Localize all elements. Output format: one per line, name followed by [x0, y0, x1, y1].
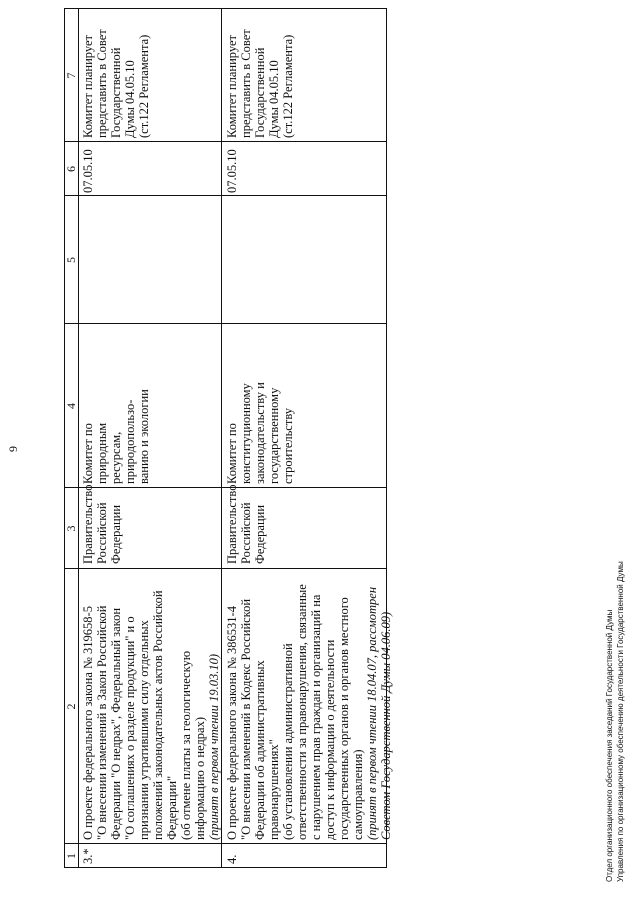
header-bottom-border [78, 8, 79, 868]
date: 07.05.10 [225, 149, 239, 193]
footer-line-1: Отдел организационного обеспечения заседаний Государственной Думы [605, 609, 614, 882]
column-divider [64, 843, 386, 844]
reading-note: (принят в первом чтении 19.03.10) [207, 653, 221, 840]
column-divider [64, 867, 386, 868]
column-divider [64, 141, 386, 142]
reading-note: (принят в первом чтении 18.04.07, рассмотрен [365, 586, 379, 840]
row-number: 4. [225, 854, 239, 864]
row-divider [221, 8, 222, 868]
bill-title: О проекте федерального закона № 319658-5 "О внесении изменений в Закон Российской Федерации "О недрах", Федеральный закон "О соглашениях о разделе продукции" и о признании утратившими силу отдельных положений законодательных актов Российской Федерации" (об отмене платы за геологическую информацию о недрах) (принят в первом чтении 19.03.10) [81, 570, 221, 840]
initiator: Правительство Российской Федерации [81, 484, 123, 564]
column-divider [64, 8, 386, 9]
column-header-1: 1 [64, 853, 78, 859]
date: 07.05.10 [81, 149, 95, 193]
reading-note: Советом Государственной Думы 04.06.09) [379, 611, 393, 840]
page-number: 9 [6, 446, 20, 452]
column-divider [64, 568, 386, 569]
column-header-7: 7 [64, 72, 78, 79]
initiator: Правительство Российской Федерации [225, 484, 267, 564]
remark: Комитет планирует представить в Совет Государственной Думы 04.05.10 (ст.122 Регламента) [81, 29, 151, 138]
footer-line-2: Управления по организационному обеспечению деятельности Государственной Думы [616, 561, 625, 882]
responsible-committee: Комитет по конституционному законодательству и государственному строительству [225, 382, 295, 484]
column-header-2: 2 [64, 703, 78, 710]
responsible-committee: Комитет по природным ресурсам, природопользо- ванию и экологии [81, 389, 151, 484]
column-header-5: 5 [64, 257, 78, 263]
remark: Комитет планирует представить в Совет Государственной Думы 04.05.10 (ст.122 Регламента) [225, 29, 295, 138]
bill-title: О проекте федерального закона № 386531-4 "О внесении изменений в Кодекс Российской Федерации об административных правонарушениях" (об установлении административной ответственности за правонарушения, связанные с нарушением прав граждан и организаций на доступ к информации о деятельности государственных органов и органов местного самоуправления) (принят в первом чтении 18.04.07, рассмотрен Советом Государственной Думы 04.06.09) [225, 570, 393, 840]
column-header-6: 6 [64, 166, 78, 172]
column-divider [64, 323, 386, 324]
column-divider [64, 195, 386, 196]
row-number: 3.* [81, 848, 95, 864]
column-header-3: 3 [64, 525, 78, 532]
column-header-4: 4 [64, 403, 78, 409]
